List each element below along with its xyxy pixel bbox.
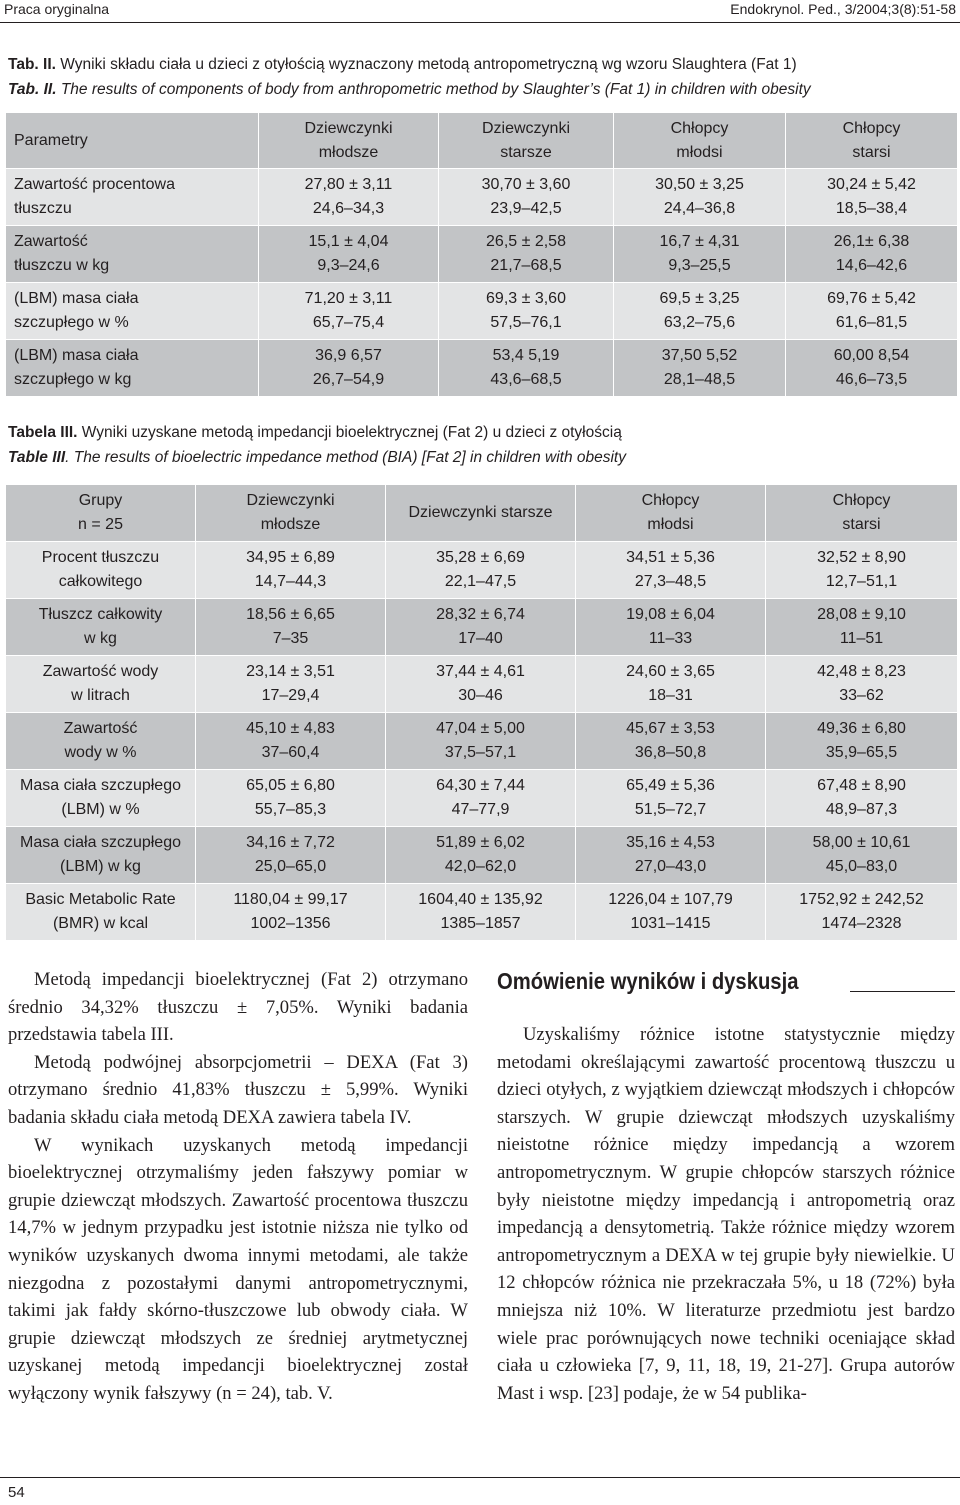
cell-value: 18,56 ± 6,65 7–35 bbox=[196, 599, 386, 656]
page-number: 54 bbox=[8, 1484, 25, 1501]
table-row bbox=[6, 656, 958, 713]
table3-head-boys-older: Chłopcy starsi bbox=[766, 485, 958, 542]
cell-value: 30,70 ± 3,60 23,9–42,5 bbox=[439, 169, 614, 226]
cell-value: 49,36 ± 6,80 35,9–65,5 bbox=[766, 713, 958, 770]
table2-head-girls-older: Dziewczynki starsze bbox=[439, 113, 614, 169]
cell-value: 67,48 ± 8,90 48,9–87,3 bbox=[766, 770, 958, 827]
cell-value: 51,89 ± 6,02 42,0–62,0 bbox=[386, 827, 576, 884]
paragraph: Metodą impedancji bioelektrycznej (Fat 2) otrzymano średnio 34,32% tłuszczu ± 7,05%. Wyniki badania przedstawia tabela III. bbox=[8, 969, 468, 1046]
table2-head-girls-younger: Dziewczynki młodsze bbox=[259, 113, 439, 169]
cell-value: 71,20 ± 3,11 65,7–75,4 bbox=[259, 283, 439, 340]
cell-value: 37,44 ± 4,61 30–46 bbox=[386, 656, 576, 713]
cell-value: 1180,04 ± 99,17 1002–1356 bbox=[196, 884, 386, 941]
cell-value: 28,08 ± 9,10 11–51 bbox=[766, 599, 958, 656]
cell-value: 24,60 ± 3,65 18–31 bbox=[576, 656, 766, 713]
cell-value: 26,1± 6,38 14,6–42,6 bbox=[786, 226, 958, 283]
cell-value: 15,1 ± 4,04 9,3–24,6 bbox=[259, 226, 439, 283]
table3-head-groups: Grupy n = 25 bbox=[6, 485, 196, 542]
cell-value: 27,80 ± 3,11 24,6–34,3 bbox=[259, 169, 439, 226]
table3-caption-en-text: . The results of bioelectric impedance method (BIA) [Fat 2] in children with obesity bbox=[65, 449, 626, 466]
section-heading-rule bbox=[850, 991, 955, 992]
table2-caption-pl-text: Wyniki składu ciała u dzieci z otyłością wyznaczony metodą antropometryczną wg wzoru Slaughtera (Fat 1) bbox=[55, 56, 797, 73]
table-row bbox=[6, 542, 958, 599]
row-label: Zawartość wody w litrach bbox=[6, 656, 196, 713]
cell-value: 65,05 ± 6,80 55,7–85,3 bbox=[196, 770, 386, 827]
row-label: (LBM) masa ciała szczupłego w % bbox=[6, 283, 259, 340]
table-row bbox=[6, 713, 958, 770]
left-text-column bbox=[8, 966, 468, 1408]
cell-value: 1752,92 ± 242,52 1474–2328 bbox=[766, 884, 958, 941]
cell-value: 60,00 8,54 46,6–73,5 bbox=[786, 340, 958, 397]
header-section-label: Praca oryginalna bbox=[4, 1, 110, 17]
running-header bbox=[0, 0, 960, 20]
table-row bbox=[6, 226, 958, 283]
table3-head-girls-younger: Dziewczynki młodsze bbox=[196, 485, 386, 542]
row-label: Zawartość tłuszczu w kg bbox=[6, 226, 259, 283]
table2-caption-pl bbox=[8, 56, 797, 74]
table3-head-boys-younger: Chłopcy młodsi bbox=[576, 485, 766, 542]
header-rule bbox=[0, 22, 960, 23]
cell-value: 35,16 ± 4,53 27,0–43,0 bbox=[576, 827, 766, 884]
table3-head-girls-older: Dziewczynki starsze bbox=[386, 485, 576, 542]
cell-value: 1604,40 ± 135,92 1385–1857 bbox=[386, 884, 576, 941]
cell-value: 69,3 ± 3,60 57,5–76,1 bbox=[439, 283, 614, 340]
cell-value: 45,10 ± 4,83 37–60,4 bbox=[196, 713, 386, 770]
table2 bbox=[5, 112, 958, 397]
row-label: Procent tłuszczu całkowitego bbox=[6, 542, 196, 599]
cell-value: 30,24 ± 5,42 18,5–38,4 bbox=[786, 169, 958, 226]
cell-value: 69,5 ± 3,25 63,2–75,6 bbox=[614, 283, 786, 340]
cell-value: 36,9 6,57 26,7–54,9 bbox=[259, 340, 439, 397]
footer-rule bbox=[0, 1477, 960, 1478]
paragraph: Uzyskaliśmy różnice istotne statystycznie między metodami określającymi zawartość procentową tłuszczu u dzieci otyłych, z wyjątkiem dziewcząt młodszych i chłopców starszych. W grupie dziewcząt młodszych uzyskaliśmy nieistotne różnice między impedancją a wzorem antropometrycznym. W grupie chłopców starszych różnice były nieistotne między impedancją i antropometrią oraz impedancją a densytometrią. Także różnice między wzorem antropometrycznym a DEXA w tej grupie były niewielkie. U 12 chłopców różnica nie przekraczała 5%, u 18 (72%) była mniejsza niż 10%. W literaturze przedmiotu jest bardzo wiele prac porównujących nowe techniki oceniające skład ciała u człowieka [7, 9, 11, 18, 19, 21-27]. Grupa autorów Mast i wsp. [23] podaje, że w 54 publika- bbox=[497, 1024, 955, 1404]
cell-value: 34,51 ± 5,36 27,3–48,5 bbox=[576, 542, 766, 599]
section-heading: Omówienie wyników i dyskusja bbox=[497, 968, 799, 994]
paragraph: Metodą podwójnej absorpcjometrii – DEXA (Fat 3) otrzymano średnio 41,83% tłuszczu ± 5,99%. Wyniki badania składu ciała metodą DEXA zawiera tabela IV. bbox=[8, 1051, 468, 1128]
cell-value: 34,16 ± 7,72 25,0–65,0 bbox=[196, 827, 386, 884]
cell-value: 26,5 ± 2,58 21,7–68,5 bbox=[439, 226, 614, 283]
cell-value: 47,04 ± 5,00 37,5–57,1 bbox=[386, 713, 576, 770]
table2-header-row bbox=[6, 113, 958, 169]
cell-value: 30,50 ± 3,25 24,4–36,8 bbox=[614, 169, 786, 226]
cell-value: 45,67 ± 3,53 36,8–50,8 bbox=[576, 713, 766, 770]
table3 bbox=[5, 484, 958, 941]
table2-caption-en-text: The results of components of body from anthropometric method by Slaughter’s (Fat 1) in children with obesity bbox=[56, 81, 811, 98]
header-journal-citation: Endokrynol. Ped., 3/2004;3(8):51-58 bbox=[730, 1, 956, 17]
table2-head-boys-older: Chłopcy starsi bbox=[786, 113, 958, 169]
table2-caption-en-label: Tab. II. bbox=[8, 81, 57, 98]
cell-value: 42,48 ± 8,23 33–62 bbox=[766, 656, 958, 713]
right-text-column bbox=[497, 1021, 955, 1407]
cell-value: 37,50 5,52 28,1–48,5 bbox=[614, 340, 786, 397]
row-label: Masa ciała szczupłego (LBM) w % bbox=[6, 770, 196, 827]
table3-caption-en-label: Table III bbox=[8, 449, 66, 466]
cell-value: 53,4 5,19 43,6–68,5 bbox=[439, 340, 614, 397]
table2-head-boys-younger: Chłopcy młodsi bbox=[614, 113, 786, 169]
table-row bbox=[6, 599, 958, 656]
cell-value: 16,7 ± 4,31 9,3–25,5 bbox=[614, 226, 786, 283]
table-row bbox=[6, 884, 958, 941]
row-label: Masa ciała szczupłego (LBM) w kg bbox=[6, 827, 196, 884]
row-label: Zawartość wody w % bbox=[6, 713, 196, 770]
cell-value: 34,95 ± 6,89 14,7–44,3 bbox=[196, 542, 386, 599]
row-label: (LBM) masa ciała szczupłego w kg bbox=[6, 340, 259, 397]
table2-caption-pl-label: Tab. II. bbox=[8, 56, 56, 73]
table-row bbox=[6, 340, 958, 397]
table3-caption-en bbox=[8, 449, 626, 467]
cell-value: 65,49 ± 5,36 51,5–72,7 bbox=[576, 770, 766, 827]
cell-value: 23,14 ± 3,51 17–29,4 bbox=[196, 656, 386, 713]
cell-value: 58,00 ± 10,61 45,0–83,0 bbox=[766, 827, 958, 884]
table3-header-row bbox=[6, 485, 958, 542]
row-label: Zawartość procentowa tłuszczu bbox=[6, 169, 259, 226]
table3-caption-pl bbox=[8, 424, 622, 442]
cell-value: 19,08 ± 6,04 11–33 bbox=[576, 599, 766, 656]
cell-value: 28,32 ± 6,74 17–40 bbox=[386, 599, 576, 656]
table2-head-parametry: Parametry bbox=[6, 113, 259, 169]
cell-value: 69,76 ± 5,42 61,6–81,5 bbox=[786, 283, 958, 340]
table-row bbox=[6, 169, 958, 226]
table3-caption-pl-label: Tabela III. bbox=[8, 424, 78, 441]
cell-value: 32,52 ± 8,90 12,7–51,1 bbox=[766, 542, 958, 599]
cell-value: 64,30 ± 7,44 47–77,9 bbox=[386, 770, 576, 827]
row-label: Basic Metabolic Rate (BMR) w kcal bbox=[6, 884, 196, 941]
cell-value: 1226,04 ± 107,79 1031–1415 bbox=[576, 884, 766, 941]
table-row bbox=[6, 770, 958, 827]
cell-value: 35,28 ± 6,69 22,1–47,5 bbox=[386, 542, 576, 599]
table-row bbox=[6, 283, 958, 340]
table3-caption-pl-text: Wyniki uzyskane metodą impedancji bioelektrycznej (Fat 2) u dzieci z otyłością bbox=[77, 424, 622, 441]
row-label: Tłuszcz całkowity w kg bbox=[6, 599, 196, 656]
table2-caption-en bbox=[8, 81, 811, 99]
table-row bbox=[6, 827, 958, 884]
paragraph: W wynikach uzyskanych metodą impedancji bioelektrycznej otrzymaliśmy jeden fałszywy pomiar w grupie dziewcząt młodszych. Zawartość procentowa tłuszczu 14,7% w jednym przypadku jest istotnie niższa nie tylko od wyników uzyskanych dwoma innymi metodami, ale także niezgodna z pozostałymi danymi antropometrycznymi, takimi jak fałdy skórno-tłuszczowe lub obwody ciała. W grupie dziewcząt młodszych ze średniej arytmetycznej uzyskanej metodą impedancji bioelektrycznej został wyłączony wynik fałszywy (n = 24), tab. V. bbox=[8, 1134, 468, 1404]
